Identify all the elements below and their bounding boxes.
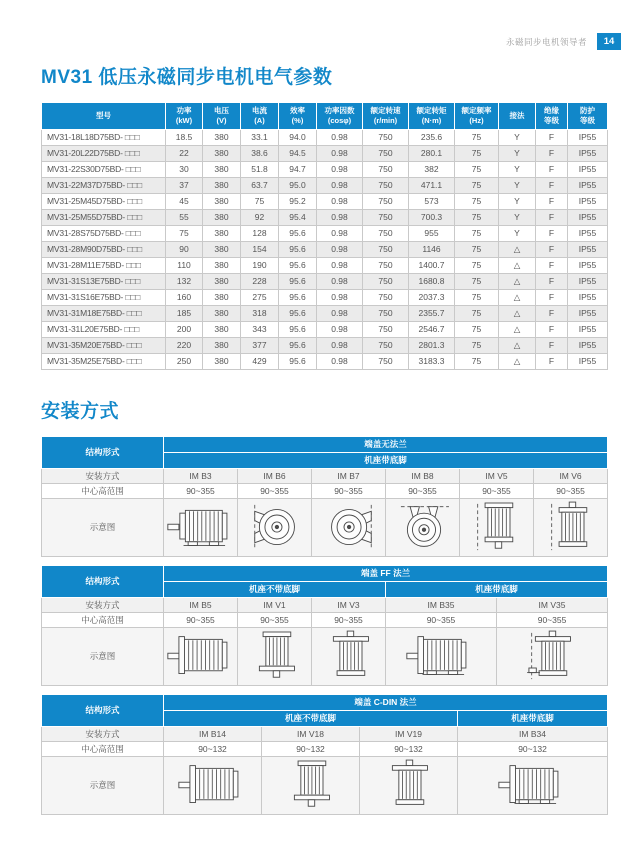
value-cell: 380 bbox=[203, 177, 241, 193]
value-cell: F bbox=[536, 161, 568, 177]
value-cell: 0.98 bbox=[317, 305, 363, 321]
value-cell: 380 bbox=[203, 145, 241, 161]
value-cell: 220 bbox=[166, 337, 203, 353]
height-range-cell: 90~355 bbox=[238, 483, 312, 498]
value-cell: 380 bbox=[203, 209, 241, 225]
value-cell: Y bbox=[499, 225, 536, 241]
column-header: 型号 bbox=[42, 103, 166, 130]
model-cell: MV31-25M45D75BD- □□□ bbox=[42, 193, 166, 209]
diagram-cell bbox=[238, 627, 312, 685]
diagram-cell bbox=[534, 498, 608, 556]
value-cell: 0.98 bbox=[317, 161, 363, 177]
value-cell: F bbox=[536, 129, 568, 145]
value-cell: 228 bbox=[241, 273, 279, 289]
value-cell: 95.6 bbox=[279, 241, 317, 257]
value-cell: 75 bbox=[455, 193, 499, 209]
height-range-cell: 90~355 bbox=[312, 483, 386, 498]
value-cell: 185 bbox=[166, 305, 203, 321]
value-cell: 95.6 bbox=[279, 257, 317, 273]
model-cell: MV31-31M18E75BD- □□□ bbox=[42, 305, 166, 321]
motor-side-foot-flange-icon bbox=[405, 650, 477, 660]
page-content bbox=[41, 0, 607, 815]
mount-type-cell: IM V19 bbox=[360, 726, 458, 741]
column-header: 防护 等级 bbox=[568, 103, 608, 130]
value-cell: 75 bbox=[455, 353, 499, 369]
mount-type-cell: IM V18 bbox=[262, 726, 360, 741]
table-row bbox=[42, 193, 608, 209]
value-cell: 2037.3 bbox=[409, 289, 455, 305]
value-cell: 94.7 bbox=[279, 161, 317, 177]
column-header: 效率 (%) bbox=[279, 103, 317, 130]
value-cell: 750 bbox=[363, 337, 409, 353]
value-cell: 95.6 bbox=[279, 353, 317, 369]
value-cell: 22 bbox=[166, 145, 203, 161]
table-row bbox=[42, 177, 608, 193]
value-cell: 75 bbox=[455, 145, 499, 161]
value-cell: Y bbox=[499, 161, 536, 177]
value-cell: 0.98 bbox=[317, 225, 363, 241]
motor-side-foot-flange-icon bbox=[497, 779, 569, 789]
value-cell: 95.6 bbox=[279, 321, 317, 337]
value-cell: △ bbox=[499, 321, 536, 337]
value-cell: 0.98 bbox=[317, 337, 363, 353]
value-cell: 200 bbox=[166, 321, 203, 337]
value-cell: 51.8 bbox=[241, 161, 279, 177]
flange-type-header: 端盖 C-DIN 法兰 bbox=[164, 694, 608, 710]
height-range-cell: 90~355 bbox=[312, 612, 386, 627]
value-cell: 38.6 bbox=[241, 145, 279, 161]
value-cell: 0.98 bbox=[317, 129, 363, 145]
value-cell: △ bbox=[499, 289, 536, 305]
table-row bbox=[42, 209, 608, 225]
motor-vertical-flange-shaft-down-icon bbox=[275, 779, 347, 789]
value-cell: 750 bbox=[363, 209, 409, 225]
model-cell: MV31-28S75D75BD- □□□ bbox=[42, 225, 166, 241]
table-row bbox=[42, 321, 608, 337]
value-cell: F bbox=[536, 257, 568, 273]
mount-row-label: 安装方式 bbox=[42, 468, 164, 483]
value-cell: 0.98 bbox=[317, 209, 363, 225]
table-row bbox=[42, 257, 608, 273]
value-cell: 280.1 bbox=[409, 145, 455, 161]
motor-vertical-flange-shaft-up-icon bbox=[314, 650, 386, 660]
value-cell: 0.98 bbox=[317, 241, 363, 257]
value-cell: 235.6 bbox=[409, 129, 455, 145]
value-cell: IP55 bbox=[568, 225, 608, 241]
value-cell: 380 bbox=[203, 289, 241, 305]
value-cell: F bbox=[536, 145, 568, 161]
installation-table bbox=[41, 565, 608, 686]
value-cell: 750 bbox=[363, 321, 409, 337]
value-cell: 377 bbox=[241, 337, 279, 353]
value-cell: 95.0 bbox=[279, 177, 317, 193]
value-cell: 750 bbox=[363, 225, 409, 241]
value-cell: 1680.8 bbox=[409, 273, 455, 289]
value-cell: 380 bbox=[203, 193, 241, 209]
value-cell: 750 bbox=[363, 177, 409, 193]
header-row bbox=[42, 103, 608, 130]
motor-side-flange-icon bbox=[166, 650, 238, 660]
height-range-cell: 90~132 bbox=[360, 741, 458, 756]
column-header: 额定频率 (Hz) bbox=[455, 103, 499, 130]
diagram-cell bbox=[262, 756, 360, 814]
motor-end-wall-left-icon bbox=[240, 521, 312, 531]
table-row bbox=[42, 129, 608, 145]
value-cell: 45 bbox=[166, 193, 203, 209]
value-cell: 110 bbox=[166, 257, 203, 273]
table-row bbox=[42, 289, 608, 305]
motor-vertical-wall-shaft-up-icon bbox=[536, 521, 608, 531]
value-cell: 750 bbox=[363, 257, 409, 273]
value-cell: △ bbox=[499, 337, 536, 353]
value-cell: 380 bbox=[203, 321, 241, 337]
frame-type-header: 机座带底脚 bbox=[386, 581, 608, 597]
value-cell: 75 bbox=[455, 177, 499, 193]
mount-type-cell: IM V35 bbox=[497, 597, 608, 612]
diagram-row-label: 示意图 bbox=[42, 498, 164, 556]
model-cell: MV31-18L18D75BD- □□□ bbox=[42, 129, 166, 145]
diagram-cell bbox=[386, 627, 497, 685]
value-cell: 75 bbox=[455, 289, 499, 305]
value-cell: 380 bbox=[203, 241, 241, 257]
value-cell: 0.98 bbox=[317, 289, 363, 305]
value-cell: 750 bbox=[363, 353, 409, 369]
value-cell: 132 bbox=[166, 273, 203, 289]
column-header: 电压 (V) bbox=[203, 103, 241, 130]
value-cell: △ bbox=[499, 241, 536, 257]
diagram-cell bbox=[460, 498, 534, 556]
mount-type-cell: IM B14 bbox=[164, 726, 262, 741]
mount-type-cell: IM B3 bbox=[164, 468, 238, 483]
diagram-cell bbox=[164, 627, 238, 685]
value-cell: 0.98 bbox=[317, 321, 363, 337]
height-range-cell: 90~355 bbox=[386, 483, 460, 498]
value-cell: 275 bbox=[241, 289, 279, 305]
motor-end-wall-right-icon bbox=[314, 521, 386, 531]
value-cell: IP55 bbox=[568, 193, 608, 209]
structure-row-label: 结构形式 bbox=[42, 565, 164, 597]
page-number-badge: 14 bbox=[597, 33, 621, 50]
installation-section-title: 安装方式 bbox=[41, 400, 120, 422]
value-cell: 2801.3 bbox=[409, 337, 455, 353]
column-header: 绝缘 等级 bbox=[536, 103, 568, 130]
installation-table bbox=[41, 436, 608, 557]
value-cell: 750 bbox=[363, 129, 409, 145]
value-cell: 2355.7 bbox=[409, 305, 455, 321]
value-cell: 95.6 bbox=[279, 305, 317, 321]
value-cell: 750 bbox=[363, 161, 409, 177]
frame-type-header: 机座不带底脚 bbox=[164, 710, 458, 726]
value-cell: 750 bbox=[363, 289, 409, 305]
value-cell: 750 bbox=[363, 145, 409, 161]
value-cell: 154 bbox=[241, 241, 279, 257]
mount-type-cell: IM B35 bbox=[386, 597, 497, 612]
value-cell: 55 bbox=[166, 209, 203, 225]
value-cell: 75 bbox=[455, 305, 499, 321]
column-header: 电流 (A) bbox=[241, 103, 279, 130]
motor-end-ceiling-icon bbox=[388, 521, 460, 531]
table-row bbox=[42, 161, 608, 177]
diagram-cell bbox=[164, 498, 238, 556]
value-cell: 75 bbox=[455, 321, 499, 337]
value-cell: 750 bbox=[363, 273, 409, 289]
model-cell: MV31-22M37D75BD- □□□ bbox=[42, 177, 166, 193]
value-cell: 318 bbox=[241, 305, 279, 321]
value-cell: 0.98 bbox=[317, 177, 363, 193]
page-header bbox=[506, 33, 621, 50]
value-cell: Y bbox=[499, 209, 536, 225]
value-cell: F bbox=[536, 305, 568, 321]
value-cell: F bbox=[536, 289, 568, 305]
value-cell: 380 bbox=[203, 273, 241, 289]
value-cell: 190 bbox=[241, 257, 279, 273]
value-cell: 95.2 bbox=[279, 193, 317, 209]
value-cell: F bbox=[536, 177, 568, 193]
value-cell: 95.6 bbox=[279, 225, 317, 241]
mount-row-label: 安装方式 bbox=[42, 726, 164, 741]
value-cell: IP55 bbox=[568, 321, 608, 337]
table-row bbox=[42, 225, 608, 241]
value-cell: △ bbox=[499, 273, 536, 289]
value-cell: 95.4 bbox=[279, 209, 317, 225]
height-range-cell: 90~355 bbox=[164, 612, 238, 627]
column-header: 接法 bbox=[499, 103, 536, 130]
installation-table bbox=[41, 694, 608, 815]
value-cell: 33.1 bbox=[241, 129, 279, 145]
value-cell: 0.98 bbox=[317, 257, 363, 273]
value-cell: 750 bbox=[363, 305, 409, 321]
value-cell: 380 bbox=[203, 337, 241, 353]
value-cell: 382 bbox=[409, 161, 455, 177]
value-cell: 75 bbox=[455, 241, 499, 257]
table-row bbox=[42, 145, 608, 161]
height-range-cell: 90~355 bbox=[386, 612, 497, 627]
value-cell: 380 bbox=[203, 353, 241, 369]
value-cell: 955 bbox=[409, 225, 455, 241]
value-cell: 75 bbox=[455, 161, 499, 177]
diagram-cell bbox=[164, 756, 262, 814]
mount-row-label: 安装方式 bbox=[42, 597, 164, 612]
value-cell: 30 bbox=[166, 161, 203, 177]
diagram-cell bbox=[238, 498, 312, 556]
height-range-cell: 90~355 bbox=[238, 612, 312, 627]
value-cell: 380 bbox=[203, 257, 241, 273]
mount-type-cell: IM V6 bbox=[534, 468, 608, 483]
value-cell: 94.5 bbox=[279, 145, 317, 161]
value-cell: 0.98 bbox=[317, 145, 363, 161]
value-cell: 2546.7 bbox=[409, 321, 455, 337]
model-cell: MV31-35M20E75BD- □□□ bbox=[42, 337, 166, 353]
height-range-cell: 90~132 bbox=[262, 741, 360, 756]
structure-row-label: 结构形式 bbox=[42, 436, 164, 468]
value-cell: F bbox=[536, 353, 568, 369]
mount-type-cell: IM B8 bbox=[386, 468, 460, 483]
diagram-cell bbox=[312, 498, 386, 556]
mount-type-cell: IM B7 bbox=[312, 468, 386, 483]
value-cell: IP55 bbox=[568, 161, 608, 177]
height-range-cell: 90~132 bbox=[458, 741, 608, 756]
value-cell: F bbox=[536, 321, 568, 337]
value-cell: 63.7 bbox=[241, 177, 279, 193]
height-range-cell: 90~132 bbox=[164, 741, 262, 756]
value-cell: 750 bbox=[363, 193, 409, 209]
value-cell: IP55 bbox=[568, 305, 608, 321]
value-cell: 471.1 bbox=[409, 177, 455, 193]
value-cell: IP55 bbox=[568, 145, 608, 161]
value-cell: 95.6 bbox=[279, 337, 317, 353]
value-cell: 343 bbox=[241, 321, 279, 337]
value-cell: F bbox=[536, 225, 568, 241]
height-row-label: 中心高范围 bbox=[42, 612, 164, 627]
value-cell: 0.98 bbox=[317, 353, 363, 369]
diagram-row-label: 示意图 bbox=[42, 627, 164, 685]
value-cell: 1400.7 bbox=[409, 257, 455, 273]
motor-side-foot-icon bbox=[166, 521, 238, 531]
value-cell: 90 bbox=[166, 241, 203, 257]
value-cell: 0.98 bbox=[317, 193, 363, 209]
value-cell: Y bbox=[499, 177, 536, 193]
value-cell: 750 bbox=[363, 241, 409, 257]
value-cell: 380 bbox=[203, 305, 241, 321]
value-cell: 1146 bbox=[409, 241, 455, 257]
value-cell: 700.3 bbox=[409, 209, 455, 225]
height-row-label: 中心高范围 bbox=[42, 741, 164, 756]
height-range-cell: 90~355 bbox=[164, 483, 238, 498]
model-cell: MV31-20L22D75BD- □□□ bbox=[42, 145, 166, 161]
value-cell: 95.6 bbox=[279, 289, 317, 305]
value-cell: 380 bbox=[203, 129, 241, 145]
motor-vertical-flange-foot-icon bbox=[516, 650, 588, 660]
diagram-cell bbox=[497, 627, 608, 685]
column-header: 额定转矩 (N·m) bbox=[409, 103, 455, 130]
value-cell: F bbox=[536, 241, 568, 257]
mount-type-cell: IM V5 bbox=[460, 468, 534, 483]
value-cell: 250 bbox=[166, 353, 203, 369]
value-cell: 94.0 bbox=[279, 129, 317, 145]
model-cell: MV31-35M25E75BD- □□□ bbox=[42, 353, 166, 369]
height-row-label: 中心高范围 bbox=[42, 483, 164, 498]
installation-tables bbox=[41, 436, 607, 815]
value-cell: F bbox=[536, 193, 568, 209]
value-cell: F bbox=[536, 209, 568, 225]
value-cell: 37 bbox=[166, 177, 203, 193]
diagram-row-label: 示意图 bbox=[42, 756, 164, 814]
value-cell: IP55 bbox=[568, 257, 608, 273]
value-cell: IP55 bbox=[568, 129, 608, 145]
value-cell: 128 bbox=[241, 225, 279, 241]
table-row bbox=[42, 337, 608, 353]
model-cell: MV31-22S30D75BD- □□□ bbox=[42, 161, 166, 177]
value-cell: IP55 bbox=[568, 241, 608, 257]
value-cell: IP55 bbox=[568, 209, 608, 225]
motor-side-flange-icon bbox=[177, 779, 249, 789]
value-cell: 18.5 bbox=[166, 129, 203, 145]
diagram-cell bbox=[312, 627, 386, 685]
model-cell: MV31-31L20E75BD- □□□ bbox=[42, 321, 166, 337]
column-header: 功率因数 (cosφ) bbox=[317, 103, 363, 130]
frame-type-header: 机座带底脚 bbox=[164, 452, 608, 468]
value-cell: 75 bbox=[166, 225, 203, 241]
model-cell: MV31-28M90D75BD- □□□ bbox=[42, 241, 166, 257]
header-tagline: 永磁同步电机领导者 bbox=[505, 36, 587, 47]
value-cell: Y bbox=[499, 193, 536, 209]
diagram-cell bbox=[458, 756, 608, 814]
height-range-cell: 90~355 bbox=[534, 483, 608, 498]
value-cell: 75 bbox=[455, 225, 499, 241]
motor-vertical-flange-shaft-down-icon bbox=[240, 650, 312, 660]
model-cell: MV31-31S13E75BD- □□□ bbox=[42, 273, 166, 289]
frame-type-header: 机座带底脚 bbox=[458, 710, 608, 726]
electrical-section-title: MV31 低压永磁同步电机电气参数 bbox=[41, 67, 333, 88]
frame-type-header: 机座不带底脚 bbox=[164, 581, 386, 597]
value-cell: 380 bbox=[203, 161, 241, 177]
mount-type-cell: IM V3 bbox=[312, 597, 386, 612]
value-cell: 95.6 bbox=[279, 273, 317, 289]
value-cell: 573 bbox=[409, 193, 455, 209]
structure-row-label: 结构形式 bbox=[42, 694, 164, 726]
value-cell: 0.98 bbox=[317, 273, 363, 289]
mount-type-cell: IM B6 bbox=[238, 468, 312, 483]
value-cell: 75 bbox=[455, 273, 499, 289]
model-cell: MV31-28M11E75BD- □□□ bbox=[42, 257, 166, 273]
value-cell: Y bbox=[499, 129, 536, 145]
value-cell: IP55 bbox=[568, 337, 608, 353]
value-cell: Y bbox=[499, 145, 536, 161]
value-cell: IP55 bbox=[568, 273, 608, 289]
value-cell: 75 bbox=[455, 209, 499, 225]
value-cell: 380 bbox=[203, 225, 241, 241]
mount-type-cell: IM B5 bbox=[164, 597, 238, 612]
value-cell: 75 bbox=[241, 193, 279, 209]
mount-type-cell: IM B34 bbox=[458, 726, 608, 741]
table-row bbox=[42, 305, 608, 321]
motor-vertical-flange-shaft-up-icon bbox=[373, 779, 445, 789]
height-range-cell: 90~355 bbox=[460, 483, 534, 498]
value-cell: △ bbox=[499, 257, 536, 273]
electrical-parameters-table bbox=[41, 102, 608, 370]
motor-vertical-wall-shaft-down-icon bbox=[462, 521, 534, 531]
column-header: 功率 (kW) bbox=[166, 103, 203, 130]
table-row bbox=[42, 241, 608, 257]
value-cell: IP55 bbox=[568, 177, 608, 193]
height-range-cell: 90~355 bbox=[497, 612, 608, 627]
value-cell: △ bbox=[499, 353, 536, 369]
flange-type-header: 端盖无法兰 bbox=[164, 436, 608, 452]
diagram-cell bbox=[360, 756, 458, 814]
value-cell: 75 bbox=[455, 337, 499, 353]
table-row bbox=[42, 273, 608, 289]
diagram-cell bbox=[386, 498, 460, 556]
column-header: 额定转速 (r/min) bbox=[363, 103, 409, 130]
value-cell: F bbox=[536, 337, 568, 353]
model-cell: MV31-25M55D75BD- □□□ bbox=[42, 209, 166, 225]
value-cell: 75 bbox=[455, 129, 499, 145]
value-cell: IP55 bbox=[568, 289, 608, 305]
value-cell: 75 bbox=[455, 257, 499, 273]
flange-type-header: 端盖 FF 法兰 bbox=[164, 565, 608, 581]
value-cell: 3183.3 bbox=[409, 353, 455, 369]
value-cell: △ bbox=[499, 305, 536, 321]
table-row bbox=[42, 353, 608, 369]
value-cell: 160 bbox=[166, 289, 203, 305]
value-cell: F bbox=[536, 273, 568, 289]
mount-type-cell: IM V1 bbox=[238, 597, 312, 612]
value-cell: 429 bbox=[241, 353, 279, 369]
model-cell: MV31-31S16E75BD- □□□ bbox=[42, 289, 166, 305]
value-cell: 92 bbox=[241, 209, 279, 225]
value-cell: IP55 bbox=[568, 353, 608, 369]
